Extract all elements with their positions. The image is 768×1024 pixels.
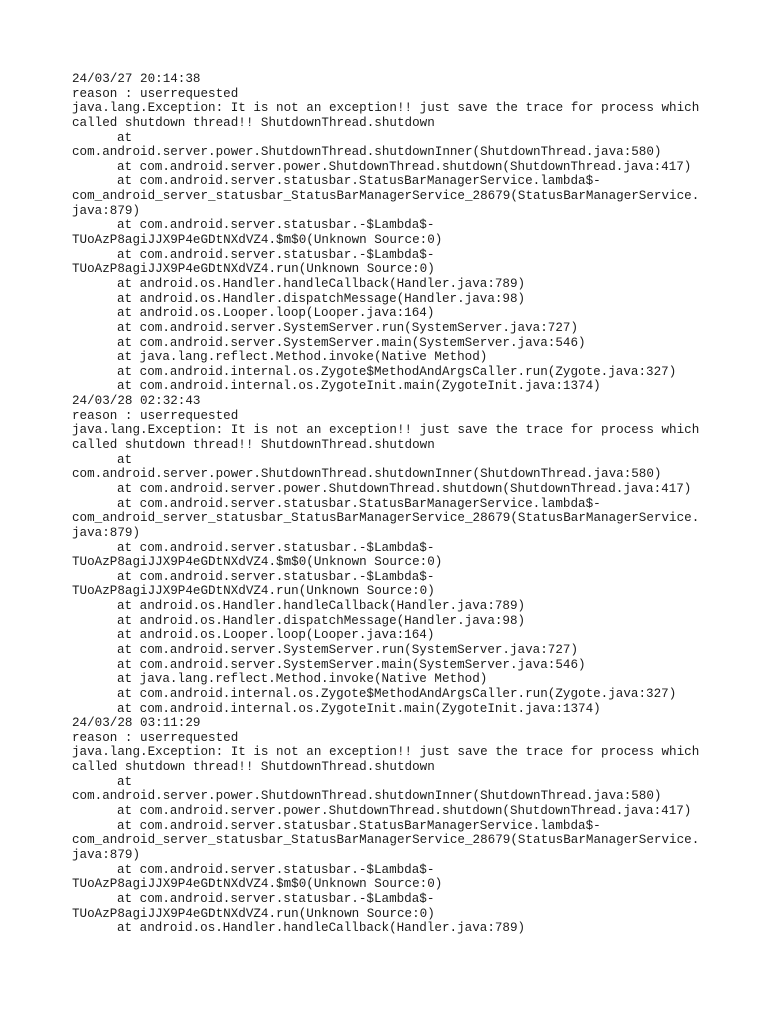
log-line: 24/03/28 02:32:43 xyxy=(72,394,201,409)
log-line: reason : userrequested xyxy=(72,86,239,101)
log-line: at android.os.Looper.loop(Looper.java:164) xyxy=(117,306,435,321)
log-line: at android.os.Handler.handleCallback(Handler.java:789) xyxy=(117,921,526,936)
log-line: at com.android.server.statusbar.StatusBarManagerService.lambda$- xyxy=(117,818,601,833)
log-line: at com.android.server.statusbar.-$Lambda$- xyxy=(117,540,435,555)
log-line: java:879) xyxy=(72,203,141,218)
log-line: at com.android.server.statusbar.-$Lambda$- xyxy=(117,862,435,877)
log-line: at com.android.internal.os.ZygoteInit.main(ZygoteInit.java:1374) xyxy=(117,701,601,716)
log-line: com_android_server_statusbar_StatusBarManagerService_28679(StatusBarManagerService. xyxy=(72,189,700,204)
log-line: at com.android.server.statusbar.-$Lambda$- xyxy=(117,891,435,906)
log-line: at xyxy=(117,130,133,145)
log-line: com.android.server.power.ShutdownThread.shutdownInner(ShutdownThread.java:580) xyxy=(72,145,662,160)
log-line: at com.android.server.power.ShutdownThread.shutdown(ShutdownThread.java:417) xyxy=(117,481,692,496)
log-line: at com.android.server.statusbar.-$Lambda$- xyxy=(117,569,435,584)
log-line: at android.os.Handler.handleCallback(Handler.java:789) xyxy=(117,276,526,291)
log-line: java.lang.Exception: It is not an exception!! just save the trace for process which xyxy=(72,423,700,438)
log-line: com.android.server.power.ShutdownThread.shutdownInner(ShutdownThread.java:580) xyxy=(72,467,662,482)
log-line: TUoAzP8agiJJX9P4eGDtNXdVZ4.run(Unknown Source:0) xyxy=(72,584,435,599)
log-line: at com.android.server.SystemServer.main(SystemServer.java:546) xyxy=(117,657,586,672)
log-line: TUoAzP8agiJJX9P4eGDtNXdVZ4.run(Unknown Source:0) xyxy=(72,262,435,277)
log-line: at com.android.server.statusbar.StatusBarManagerService.lambda$- xyxy=(117,496,601,511)
log-line: at com.android.server.power.ShutdownThread.shutdown(ShutdownThread.java:417) xyxy=(117,159,692,174)
log-line: called shutdown thread!! ShutdownThread.shutdown xyxy=(72,760,435,775)
log-line: TUoAzP8agiJJX9P4eGDtNXdVZ4.$m$0(Unknown Source:0) xyxy=(72,233,443,248)
log-line: 24/03/28 03:11:29 xyxy=(72,716,201,731)
log-line: TUoAzP8agiJJX9P4eGDtNXdVZ4.run(Unknown Source:0) xyxy=(72,906,435,921)
log-line: at com.android.server.power.ShutdownThread.shutdown(ShutdownThread.java:417) xyxy=(117,804,692,819)
log-line: at java.lang.reflect.Method.invoke(Native Method) xyxy=(117,350,488,365)
log-line: at com.android.internal.os.Zygote$MethodAndArgsCaller.run(Zygote.java:327) xyxy=(117,364,677,379)
log-line: TUoAzP8agiJJX9P4eGDtNXdVZ4.$m$0(Unknown Source:0) xyxy=(72,555,443,570)
log-line: at com.android.internal.os.ZygoteInit.main(ZygoteInit.java:1374) xyxy=(117,379,601,394)
log-line: java:879) xyxy=(72,847,141,862)
log-line: at android.os.Handler.handleCallback(Handler.java:789) xyxy=(117,599,526,614)
log-line: called shutdown thread!! ShutdownThread.shutdown xyxy=(72,115,435,130)
log-line: called shutdown thread!! ShutdownThread.shutdown xyxy=(72,438,435,453)
log-line: at com.android.server.statusbar.-$Lambda$- xyxy=(117,218,435,233)
log-line: at android.os.Handler.dispatchMessage(Handler.java:98) xyxy=(117,613,526,628)
log-line: reason : userrequested xyxy=(72,408,239,423)
log-line: java.lang.Exception: It is not an exception!! just save the trace for process which xyxy=(72,101,700,116)
log-line: at com.android.server.SystemServer.main(SystemServer.java:546) xyxy=(117,335,586,350)
log-line: at xyxy=(117,774,133,789)
log-line: 24/03/27 20:14:38 xyxy=(72,72,201,86)
log-line: at android.os.Looper.loop(Looper.java:164) xyxy=(117,628,435,643)
log-line: at android.os.Handler.dispatchMessage(Handler.java:98) xyxy=(117,291,526,306)
log-line: at com.android.server.SystemServer.run(SystemServer.java:727) xyxy=(117,320,579,335)
log-line: at com.android.server.SystemServer.run(SystemServer.java:727) xyxy=(117,642,579,657)
log-line: at com.android.server.statusbar.StatusBarManagerService.lambda$- xyxy=(117,174,601,189)
log-text xyxy=(72,72,712,936)
log-line: at com.android.server.statusbar.-$Lambda$- xyxy=(117,247,435,262)
log-line: reason : userrequested xyxy=(72,730,239,745)
log-line: at java.lang.reflect.Method.invoke(Native Method) xyxy=(117,672,488,687)
log-line: com_android_server_statusbar_StatusBarManagerService_28679(StatusBarManagerService. xyxy=(72,833,700,848)
log-line: at xyxy=(117,452,133,467)
log-line: at com.android.internal.os.Zygote$MethodAndArgsCaller.run(Zygote.java:327) xyxy=(117,686,677,701)
log-line: TUoAzP8agiJJX9P4eGDtNXdVZ4.$m$0(Unknown Source:0) xyxy=(72,877,443,892)
log-line: com.android.server.power.ShutdownThread.shutdownInner(ShutdownThread.java:580) xyxy=(72,789,662,804)
log-line: java:879) xyxy=(72,525,141,540)
log-line: java.lang.Exception: It is not an exception!! just save the trace for process which xyxy=(72,745,700,760)
log-line: com_android_server_statusbar_StatusBarManagerService_28679(StatusBarManagerService. xyxy=(72,511,700,526)
